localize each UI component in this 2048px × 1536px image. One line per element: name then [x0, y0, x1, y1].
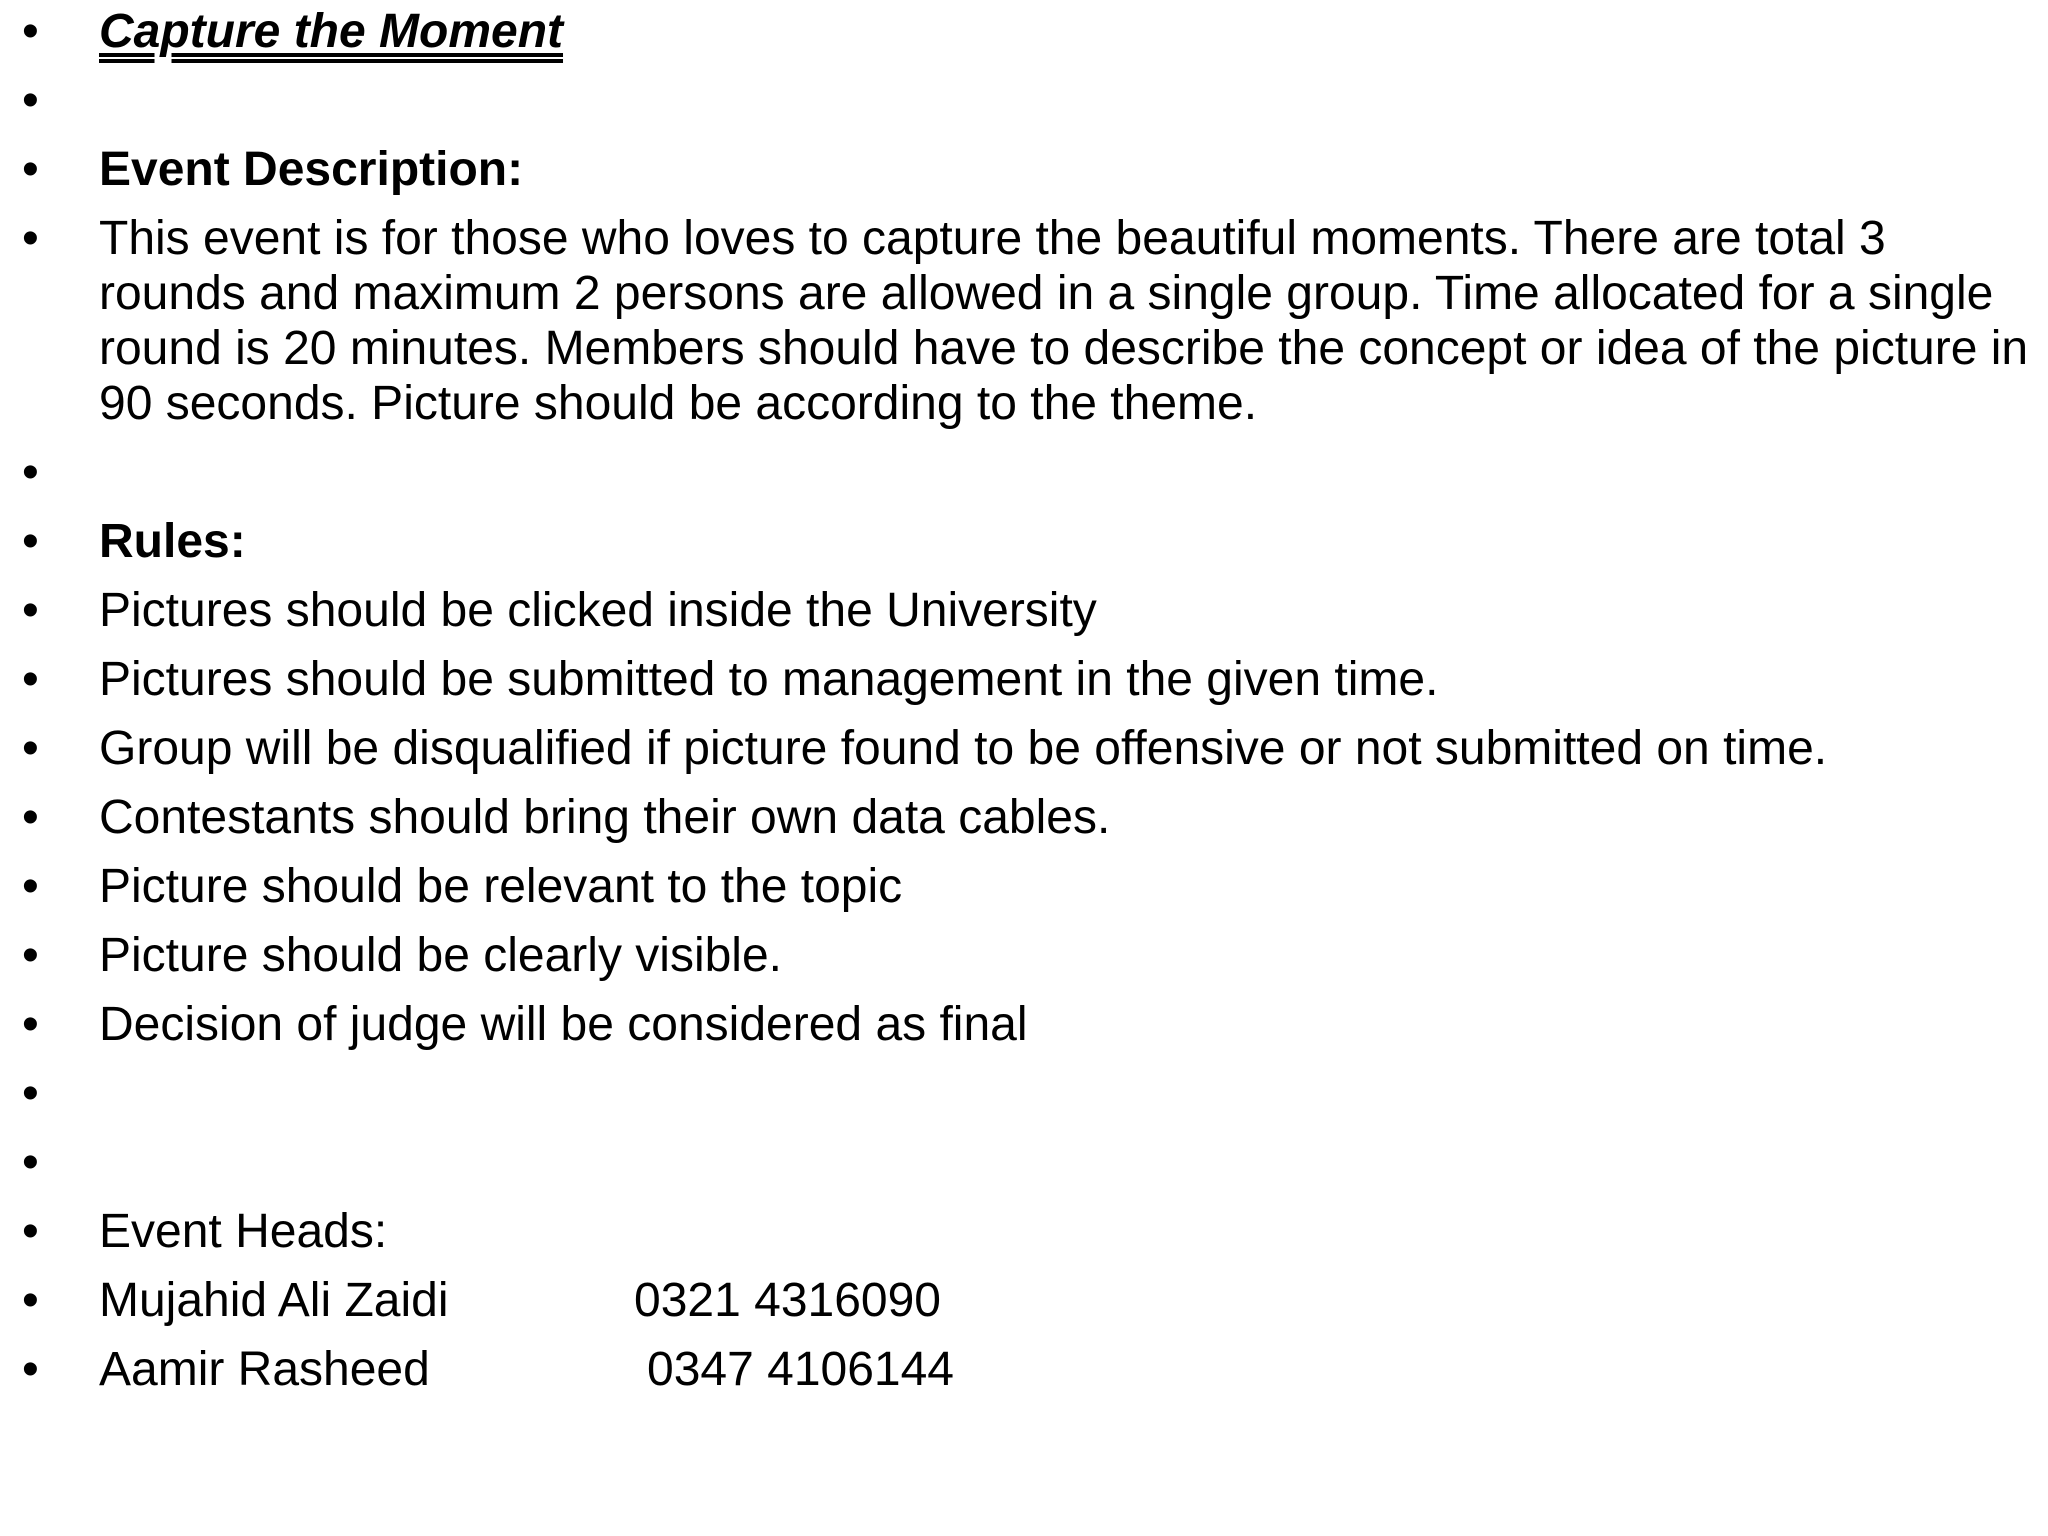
event-title: Capture the Moment	[99, 5, 564, 58]
list-item-rules-heading	[0, 514, 2048, 569]
bullet-icon: •	[22, 998, 39, 1051]
bullet-icon: •	[22, 929, 39, 982]
bullet-icon: •	[22, 584, 39, 637]
bullet-icon: •	[22, 74, 39, 127]
list-item-empty	[0, 445, 2048, 500]
bullet-icon: •	[22, 5, 39, 58]
bullet-icon: •	[22, 1136, 39, 1189]
list-item-description	[0, 211, 2047, 431]
event-head-item	[0, 1273, 2048, 1328]
bullet-icon: •	[22, 1274, 39, 1327]
rule-text: Pictures should be submitted to management in the given time.	[99, 653, 1439, 706]
list-item-empty	[0, 1066, 2048, 1121]
bullet-icon: •	[22, 860, 39, 913]
rule-text: Picture should be relevant to the topic	[99, 860, 903, 913]
description-text: This event is for those who loves to capture the beautiful moments. There are total 3 rounds and maximum 2 persons are allowed in a single group. Time allocated for a single round is 20 minutes. Members should have to describe the concept or idea of the picture in 90 seconds. Picture should be according to the theme.	[99, 212, 2029, 430]
bullet-icon: •	[22, 791, 39, 844]
bullet-icon: •	[22, 143, 39, 196]
rule-text: Group will be disqualified if picture found to be offensive or not submitted on time.	[99, 722, 1828, 775]
list-item-description-heading	[0, 142, 2048, 197]
rule-item	[0, 790, 2048, 845]
rule-item	[0, 721, 2048, 776]
event-head-item	[0, 1342, 2048, 1397]
rule-item	[0, 859, 2048, 914]
bullet-icon: •	[22, 722, 39, 775]
description-heading: Event Description:	[99, 143, 524, 196]
event-head-phone: 0347 4106144	[647, 1343, 954, 1396]
bullet-icon: •	[22, 1067, 39, 1120]
bullet-icon: •	[22, 1205, 39, 1258]
rule-item	[0, 583, 2048, 638]
event-head-phone: 0321 4316090	[634, 1274, 941, 1327]
bullet-icon: •	[22, 1343, 39, 1396]
rule-text: Pictures should be clicked inside the University	[99, 584, 1097, 637]
bullet-icon: •	[22, 653, 39, 706]
list-item-empty	[0, 73, 2048, 128]
bullet-icon: •	[22, 515, 39, 568]
rules-heading: Rules:	[99, 515, 246, 568]
event-head-name: Aamir Rasheed	[99, 1343, 430, 1396]
rule-item	[0, 997, 2048, 1052]
list-item-title	[0, 4, 2048, 59]
rule-item	[0, 652, 2048, 707]
list-item-empty	[0, 1135, 2048, 1190]
rule-text: Picture should be clearly visible.	[99, 929, 782, 982]
list-item-event-heads-label	[0, 1204, 2048, 1259]
event-head-name: Mujahid Ali Zaidi	[99, 1274, 449, 1327]
bullet-icon: •	[22, 446, 39, 499]
rule-text: Contestants should bring their own data cables.	[99, 791, 1111, 844]
event-heads-label: Event Heads:	[99, 1205, 388, 1258]
rule-item	[0, 928, 2048, 983]
rule-text: Decision of judge will be considered as final	[99, 998, 1028, 1051]
bullet-list	[0, 4, 2048, 1411]
bullet-icon: •	[22, 212, 39, 265]
